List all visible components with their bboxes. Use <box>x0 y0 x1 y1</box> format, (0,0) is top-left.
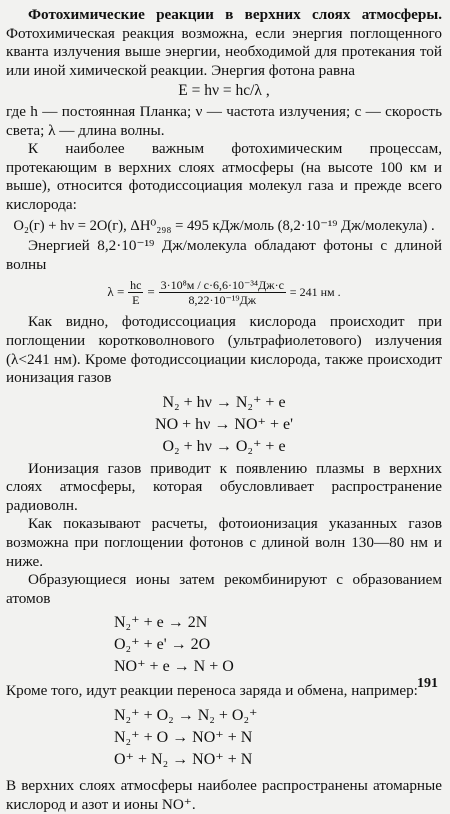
paragraph-exchange: Кроме того, идут реакции переноса заряда и обмена, например: <box>6 682 418 700</box>
paragraph-text: Фотохимическая реакция возможна, если энергия поглощенного кванта излучения выше энергии, необходимой для протекания той или иной химической реакции. Энергия фотона равна <box>6 24 442 79</box>
paragraph-uv: Как видно, фотодиссоциация кислорода происходит при поглощении коротковолнового (ультрафиолетового) излучения (λ<241 нм). Кроме фотодиссоциации кислорода, также происходит ионизация газов <box>6 313 442 387</box>
wavelength-lhs: λ = <box>107 284 125 300</box>
reaction-line: N₂ + hν → N₂⁺ + e <box>162 393 286 411</box>
reaction-line: N₂⁺ + e → 2N <box>114 614 208 632</box>
paragraph-intro <box>6 6 442 80</box>
reaction-line: O₂⁺ + e' → 2O <box>114 636 211 654</box>
section-title: Фотохимические реакции в верхних слоях атмосферы. <box>28 6 442 23</box>
fraction-values <box>159 278 286 307</box>
photon-energy-equation: E = hν = hc/λ , <box>178 82 270 100</box>
paragraph-definitions: где h — постоянная Планка; ν — частота излучения; c — скорость света; λ — длина волны. <box>6 102 442 139</box>
recombination-reactions <box>6 612 442 678</box>
exchange-reactions <box>6 705 442 771</box>
oxygen-dissociation-equation: O₂(г) + hν = 2O(г), ΔH⁰₂₉₈ = 495 кДж/моль (8,2·10⁻¹⁹ Дж/молекула) . <box>13 217 435 234</box>
paragraph-conclusion: В верхних слоях атмосферы наиболее распространены атомарные кислород и азот и ионы NO⁺. <box>6 777 442 813</box>
fraction-numerator: 3·10⁸м / с·6,6·10⁻³⁴Дж·с <box>160 278 284 293</box>
reaction-line: N₂⁺ + O₂ → N₂ + O₂⁺ <box>114 707 258 725</box>
fraction-denominator: 8,22·10⁻¹⁹Дж <box>188 293 257 308</box>
reaction-line: O⁺ + N₂ → NO⁺ + N <box>114 751 253 769</box>
reaction-line: O₂ + hν → O₂⁺ + e <box>162 437 286 455</box>
fraction-numerator: hc <box>130 278 142 293</box>
ionization-reactions <box>6 392 442 458</box>
reaction-line: NO + hν → NO⁺ + e' <box>155 415 293 433</box>
paragraph-energy: Энергией 8,2·10⁻¹⁹ Дж/молекула обладают фотоны с длиной волны <box>6 237 442 273</box>
wavelength-result: = 241 нм . <box>289 285 341 300</box>
paragraph-photodissociation: К наиболее важным фотохимическим процессам, протекающим в верхних слоях атмосферы (на высоте 100 км и выше), относится фотодиссоциация молекул газа и прежде всего кислорода: <box>6 140 442 213</box>
page-number: 191 <box>417 676 438 691</box>
fraction-denominator: E <box>132 293 140 308</box>
paragraph-plasma: Ионизация газов приводит к появлению плазмы в верхних слоях атмосферы, которая обусловливает распространение радиоволн. <box>6 459 442 514</box>
reaction-line: NO⁺ + e → N + O <box>114 658 234 676</box>
fraction-hc-over-e <box>128 278 143 307</box>
paragraph-recombination: Образующиеся ионы затем рекомбинируют с образованием атомов <box>6 571 442 607</box>
paragraph-calculations: Как показывают расчеты, фотоионизация указанных газов возможна при поглощении фотонов с длиной волн 130—80 нм и ниже. <box>6 515 442 570</box>
wavelength-equation: λ = $\frac{hc}{E}$ = $\frac{\text{3·10⁸м / с·6,6·10⁻³⁴Дж·с}}{\text{8,22·10⁻¹⁹Дж}}$ = 241 нм . <box>107 278 341 308</box>
reaction-line: N₂⁺ + O → NO⁺ + N <box>114 729 253 747</box>
